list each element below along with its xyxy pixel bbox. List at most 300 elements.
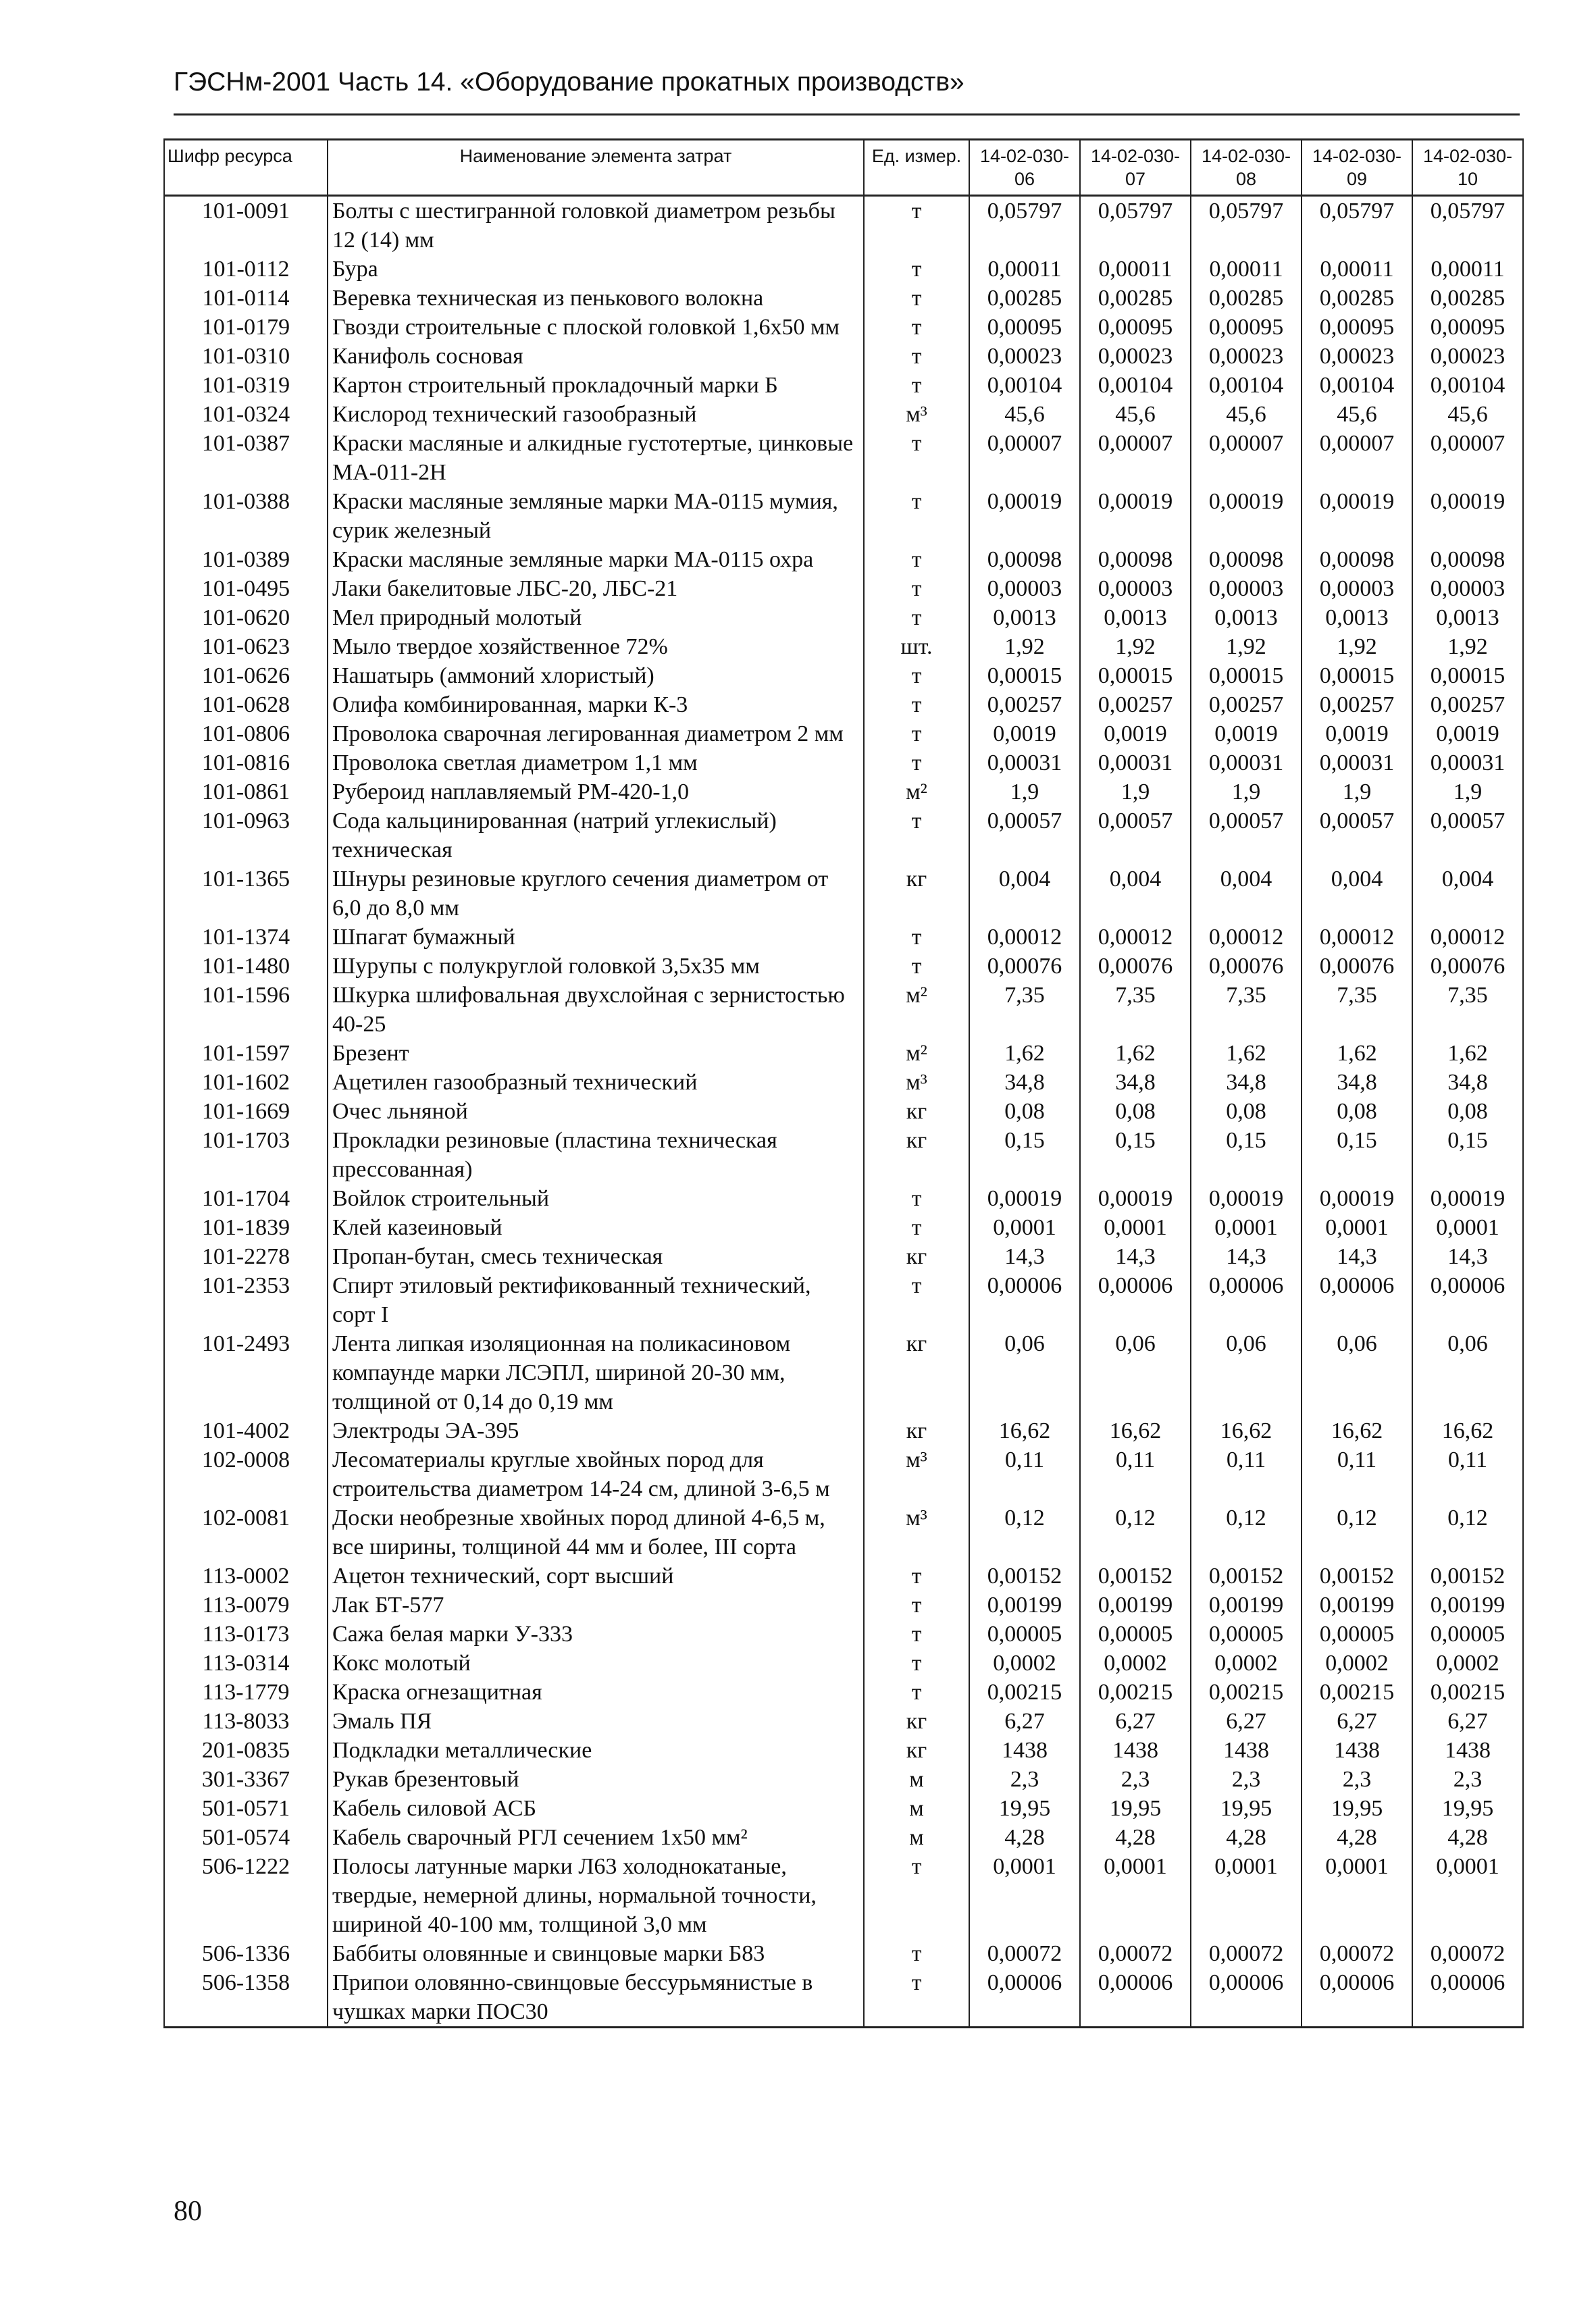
resource-name: Электроды ЭА-395 [328,1416,864,1445]
value-cell: 0,00019 [1412,1184,1523,1213]
value-cell: 0,00012 [1302,923,1412,952]
value-cell: 7,35 [1412,981,1523,1039]
resource-code: 101-2353 [164,1271,328,1329]
value-cell: 1,62 [1080,1039,1191,1068]
value-cell: 0,004 [1191,865,1302,923]
unit-cell: т [864,1678,969,1707]
resource-code: 101-0806 [164,719,328,748]
value-cell: 0,00015 [969,661,1080,690]
value-cell: 0,00076 [1191,952,1302,981]
value-cell: 2,3 [1302,1765,1412,1794]
resource-code: 101-0091 [164,196,328,255]
table-row [164,1329,1523,1416]
resource-name: Олифа комбинированная, марки К-3 [328,690,864,719]
value-cell: 0,00007 [1080,429,1191,487]
table-row [164,1968,1523,2028]
resource-code: 101-1704 [164,1184,328,1213]
value-cell: 0,0001 [1080,1852,1191,1939]
resource-name: Лесоматериалы круглые хвойных пород для строительства диаметром 14-24 см, длиной 3-6,5 м [328,1445,864,1503]
page-number: 80 [174,2196,202,2227]
resource-code: 101-2278 [164,1242,328,1271]
resource-name: Прокладки резиновые (пластина техническая прессованная) [328,1126,864,1184]
value-cell: 0,00012 [969,923,1080,952]
value-cell: 16,62 [1191,1416,1302,1445]
value-cell: 0,004 [1080,865,1191,923]
value-cell: 0,0019 [1302,719,1412,748]
value-cell: 0,0013 [1191,603,1302,632]
value-cell: 0,00005 [1302,1620,1412,1649]
resource-code: 201-0835 [164,1736,328,1765]
value-cell: 0,00015 [1191,661,1302,690]
resource-code: 101-1703 [164,1126,328,1184]
value-cell: 0,11 [969,1445,1080,1503]
value-cell: 0,00199 [1302,1591,1412,1620]
value-cell: 0,00152 [1412,1562,1523,1591]
value-cell: 0,00015 [1302,661,1412,690]
resource-code: 113-0002 [164,1562,328,1591]
unit-cell: т [864,1591,969,1620]
table-row [164,429,1523,487]
unit-cell: кг [864,1329,969,1416]
table-row [164,661,1523,690]
table-row [164,690,1523,719]
unit-cell: кг [864,1126,969,1184]
value-cell: 0,00006 [1302,1271,1412,1329]
value-cell: 0,00095 [969,313,1080,342]
value-cell: 0,00152 [969,1562,1080,1591]
value-cell: 0,11 [1080,1445,1191,1503]
value-cell: 0,00215 [1080,1678,1191,1707]
table-row [164,1271,1523,1329]
value-cell: 1,62 [969,1039,1080,1068]
value-cell: 0,00152 [1080,1562,1191,1591]
value-cell: 2,3 [969,1765,1080,1794]
value-cell: 16,62 [969,1416,1080,1445]
value-cell: 0,0001 [1191,1852,1302,1939]
table-row [164,1823,1523,1852]
table-row [164,1416,1523,1445]
unit-cell: т [864,1968,969,2028]
value-cell: 0,0001 [1412,1852,1523,1939]
value-cell: 0,00019 [969,1184,1080,1213]
value-cell: 0,00257 [1191,690,1302,719]
resource-code: 113-0314 [164,1649,328,1678]
value-cell: 0,00003 [1191,574,1302,603]
unit-cell: кг [864,1242,969,1271]
value-cell: 0,0013 [969,603,1080,632]
value-cell: 0,00011 [1412,255,1523,284]
value-cell: 0,00199 [969,1591,1080,1620]
resource-code: 101-0963 [164,806,328,865]
table-row [164,1736,1523,1765]
resource-code: 101-0319 [164,371,328,400]
value-cell: 0,11 [1191,1445,1302,1503]
value-cell: 1438 [1080,1736,1191,1765]
unit-cell: т [864,719,969,748]
value-cell: 45,6 [1080,400,1191,429]
value-cell: 0,12 [1080,1503,1191,1562]
value-cell: 0,00031 [969,748,1080,777]
resource-name: Мел природный молотый [328,603,864,632]
resource-code: 101-4002 [164,1416,328,1445]
value-cell: 0,06 [1080,1329,1191,1416]
value-cell: 0,06 [1412,1329,1523,1416]
value-cell: 0,0001 [1080,1213,1191,1242]
value-cell: 0,0019 [969,719,1080,748]
resource-code: 506-1222 [164,1852,328,1939]
value-cell: 45,6 [1412,400,1523,429]
unit-cell: т [864,1184,969,1213]
value-cell: 0,00012 [1412,923,1523,952]
value-cell: 0,00011 [1080,255,1191,284]
resource-name: Подкладки металлические [328,1736,864,1765]
resource-code: 101-0628 [164,690,328,719]
resource-code: 101-2493 [164,1329,328,1416]
resource-name: Спирт этиловый ректификованный технический, сорт I [328,1271,864,1329]
value-cell: 0,00003 [1302,574,1412,603]
resource-code: 501-0574 [164,1823,328,1852]
unit-cell: т [864,1852,969,1939]
value-cell: 0,0013 [1302,603,1412,632]
table-row [164,342,1523,371]
value-cell: 45,6 [1191,400,1302,429]
unit-cell: т [864,748,969,777]
resource-code: 101-1839 [164,1213,328,1242]
value-cell: 6,27 [969,1707,1080,1736]
header-rule [174,113,1520,115]
resource-code: 506-1336 [164,1939,328,1968]
value-cell: 0,00104 [1412,371,1523,400]
value-cell: 0,00285 [1080,284,1191,313]
value-cell: 0,05797 [1080,196,1191,255]
value-cell: 0,15 [1080,1126,1191,1184]
resource-name: Пропан-бутан, смесь техническая [328,1242,864,1271]
value-cell: 1,92 [1191,632,1302,661]
value-cell: 14,3 [969,1242,1080,1271]
resource-code: 101-1596 [164,981,328,1039]
value-cell: 0,00285 [969,284,1080,313]
resource-code: 101-1480 [164,952,328,981]
value-cell: 0,00003 [969,574,1080,603]
table-row [164,1068,1523,1097]
table-row [164,1184,1523,1213]
resource-name: Шкурка шлифовальная двухслойная с зернистостью 40-25 [328,981,864,1039]
value-cell: 0,00199 [1191,1591,1302,1620]
resource-code: 101-0114 [164,284,328,313]
value-cell: 0,00006 [969,1968,1080,2028]
unit-cell: т [864,284,969,313]
resource-name: Кабель сварочный РГЛ сечением 1х50 мм² [328,1823,864,1852]
value-cell: 0,00072 [969,1939,1080,1968]
value-cell: 0,08 [1191,1097,1302,1126]
resource-code: 101-1602 [164,1068,328,1097]
value-cell: 0,00057 [1412,806,1523,865]
unit-cell: т [864,196,969,255]
resource-name: Краски масляные и алкидные густотертые, цинковые МА-011-2Н [328,429,864,487]
value-cell: 0,00015 [1080,661,1191,690]
resource-name: Шурупы с полукруглой головкой 3,5х35 мм [328,952,864,981]
value-cell: 0,15 [1412,1126,1523,1184]
value-cell: 0,00006 [1080,1271,1191,1329]
resource-code: 101-0310 [164,342,328,371]
value-cell: 0,00007 [1412,429,1523,487]
value-cell: 0,00011 [969,255,1080,284]
unit-cell: т [864,1271,969,1329]
resource-name: Припои оловянно-свинцовые бессурьмянистые в чушках марки ПОС30 [328,1968,864,2028]
value-cell: 0,00057 [1191,806,1302,865]
resource-code: 101-0495 [164,574,328,603]
resource-code: 113-8033 [164,1707,328,1736]
column-header: Наименование элемента затрат [328,140,864,196]
value-cell: 4,28 [969,1823,1080,1852]
table-row [164,1039,1523,1068]
unit-cell: м³ [864,1068,969,1097]
value-cell: 0,0019 [1080,719,1191,748]
value-cell: 0,00076 [1412,952,1523,981]
resource-name: Краска огнезащитная [328,1678,864,1707]
resource-name: Проволока сварочная легированная диаметром 2 мм [328,719,864,748]
resource-code: 102-0008 [164,1445,328,1503]
resource-code: 101-0861 [164,777,328,806]
table-row [164,777,1523,806]
value-cell: 0,00199 [1080,1591,1191,1620]
value-cell: 0,0001 [1302,1213,1412,1242]
table-row [164,865,1523,923]
resource-code: 101-0387 [164,429,328,487]
value-cell: 0,00257 [1412,690,1523,719]
value-cell: 0,00005 [969,1620,1080,1649]
unit-cell: м [864,1823,969,1852]
table-row [164,1591,1523,1620]
table-row [164,806,1523,865]
value-cell: 0,00031 [1080,748,1191,777]
value-cell: 0,00019 [1191,1184,1302,1213]
value-cell: 14,3 [1191,1242,1302,1271]
value-cell: 19,95 [969,1794,1080,1823]
value-cell: 0,004 [1412,865,1523,923]
value-cell: 1,62 [1302,1039,1412,1068]
unit-cell: т [864,371,969,400]
resource-code: 101-1597 [164,1039,328,1068]
unit-cell: т [864,1213,969,1242]
column-header: 14-02-030-07 [1080,140,1191,196]
value-cell: 0,00019 [1191,487,1302,545]
resource-code: 101-0626 [164,661,328,690]
resource-code: 101-1669 [164,1097,328,1126]
unit-cell: м [864,1794,969,1823]
table-row [164,1852,1523,1939]
resource-name: Эмаль ПЯ [328,1707,864,1736]
resource-code: 101-0179 [164,313,328,342]
table-row [164,1503,1523,1562]
table-row [164,313,1523,342]
value-cell: 0,00006 [1191,1968,1302,2028]
table-row [164,1765,1523,1794]
value-cell: 0,00098 [1191,545,1302,574]
value-cell: 0,00215 [1412,1678,1523,1707]
value-cell: 0,00104 [1191,371,1302,400]
resource-name: Брезент [328,1039,864,1068]
value-cell: 0,00003 [1412,574,1523,603]
value-cell: 0,11 [1412,1445,1523,1503]
value-cell: 0,00152 [1191,1562,1302,1591]
value-cell: 0,00285 [1412,284,1523,313]
value-cell: 34,8 [1191,1068,1302,1097]
value-cell: 0,00072 [1412,1939,1523,1968]
value-cell: 1,62 [1412,1039,1523,1068]
value-cell: 0,12 [1302,1503,1412,1562]
table-row [164,1794,1523,1823]
value-cell: 45,6 [969,400,1080,429]
value-cell: 0,0002 [1191,1649,1302,1678]
unit-cell: т [864,923,969,952]
value-cell: 45,6 [1302,400,1412,429]
value-cell: 1438 [1191,1736,1302,1765]
value-cell: 0,00011 [1302,255,1412,284]
value-cell: 0,004 [969,865,1080,923]
table-row [164,952,1523,981]
value-cell: 0,0001 [1191,1213,1302,1242]
value-cell: 19,95 [1412,1794,1523,1823]
value-cell: 0,00006 [1302,1968,1412,2028]
unit-cell: м² [864,1039,969,1068]
resource-code: 101-1365 [164,865,328,923]
value-cell: 0,00057 [1080,806,1191,865]
value-cell: 4,28 [1302,1823,1412,1852]
value-cell: 0,00199 [1412,1591,1523,1620]
unit-cell: т [864,342,969,371]
unit-cell: м³ [864,400,969,429]
unit-cell: т [864,487,969,545]
value-cell: 4,28 [1080,1823,1191,1852]
value-cell: 0,00012 [1191,923,1302,952]
value-cell: 6,27 [1302,1707,1412,1736]
column-header: 14-02-030-10 [1412,140,1523,196]
value-cell: 0,00005 [1191,1620,1302,1649]
column-header: Ед. измер. [864,140,969,196]
unit-cell: т [864,603,969,632]
value-cell: 0,00098 [1302,545,1412,574]
unit-cell: шт. [864,632,969,661]
value-cell: 34,8 [1412,1068,1523,1097]
value-cell: 0,004 [1302,865,1412,923]
table-row [164,1939,1523,1968]
table-row [164,371,1523,400]
value-cell: 0,00011 [1191,255,1302,284]
unit-cell: т [864,255,969,284]
value-cell: 14,3 [1302,1242,1412,1271]
table-row [164,1242,1523,1271]
value-cell: 19,95 [1080,1794,1191,1823]
value-cell: 0,00098 [1080,545,1191,574]
resource-name: Кислород технический газообразный [328,400,864,429]
value-cell: 0,00023 [1191,342,1302,371]
table-row [164,603,1523,632]
value-cell: 2,3 [1191,1765,1302,1794]
resource-name: Войлок строительный [328,1184,864,1213]
value-cell: 6,27 [1080,1707,1191,1736]
value-cell: 0,08 [1080,1097,1191,1126]
value-cell: 0,00007 [1191,429,1302,487]
value-cell: 16,62 [1412,1416,1523,1445]
resource-code: 501-0571 [164,1794,328,1823]
value-cell: 16,62 [1080,1416,1191,1445]
resource-name: Лак БТ-577 [328,1591,864,1620]
unit-cell: т [864,806,969,865]
table-row [164,1213,1523,1242]
resource-code: 101-0389 [164,545,328,574]
value-cell: 14,3 [1080,1242,1191,1271]
value-cell: 0,0019 [1412,719,1523,748]
value-cell: 1,9 [1080,777,1191,806]
resource-code: 101-0623 [164,632,328,661]
value-cell: 0,15 [1302,1126,1412,1184]
resource-name: Баббиты оловянные и свинцовые марки Б83 [328,1939,864,1968]
value-cell: 0,00006 [969,1271,1080,1329]
resource-name: Канифоль сосновая [328,342,864,371]
value-cell: 1,9 [1191,777,1302,806]
unit-cell: м³ [864,1503,969,1562]
unit-cell: кг [864,1707,969,1736]
resource-table [163,138,1524,2028]
resource-code: 101-1374 [164,923,328,952]
resource-name: Очес льняной [328,1097,864,1126]
table-row [164,1620,1523,1649]
table-row [164,748,1523,777]
value-cell: 4,28 [1412,1823,1523,1852]
value-cell: 34,8 [969,1068,1080,1097]
value-cell: 0,00215 [969,1678,1080,1707]
value-cell: 7,35 [1080,981,1191,1039]
value-cell: 1,92 [969,632,1080,661]
value-cell: 19,95 [1191,1794,1302,1823]
value-cell: 0,0002 [969,1649,1080,1678]
table-row [164,545,1523,574]
value-cell: 0,05797 [1412,196,1523,255]
table-row [164,719,1523,748]
table-row [164,400,1523,429]
table-row [164,923,1523,952]
value-cell: 34,8 [1080,1068,1191,1097]
resource-code: 506-1358 [164,1968,328,2028]
value-cell: 1,62 [1191,1039,1302,1068]
value-cell: 0,00006 [1412,1968,1523,2028]
value-cell: 7,35 [1302,981,1412,1039]
table-row [164,1562,1523,1591]
value-cell: 1,9 [1302,777,1412,806]
value-cell: 0,00006 [1080,1968,1191,2028]
value-cell: 0,00031 [1302,748,1412,777]
unit-cell: т [864,1939,969,1968]
page-header: ГЭСНм-2001 Часть 14. «Оборудование прокатных производств» [174,68,964,97]
value-cell: 2,3 [1412,1765,1523,1794]
value-cell: 0,00023 [1412,342,1523,371]
value-cell: 0,0002 [1080,1649,1191,1678]
value-cell: 0,00072 [1080,1939,1191,1968]
value-cell: 0,00257 [1080,690,1191,719]
value-cell: 0,00098 [1412,545,1523,574]
value-cell: 1438 [969,1736,1080,1765]
value-cell: 0,08 [969,1097,1080,1126]
value-cell: 0,15 [969,1126,1080,1184]
value-cell: 0,12 [1412,1503,1523,1562]
value-cell: 0,0013 [1080,603,1191,632]
value-cell: 0,06 [1191,1329,1302,1416]
table-row [164,981,1523,1039]
resource-name: Шнуры резиновые круглого сечения диаметром от 6,0 до 8,0 мм [328,865,864,923]
value-cell: 0,05797 [1302,196,1412,255]
value-cell: 0,00095 [1412,313,1523,342]
